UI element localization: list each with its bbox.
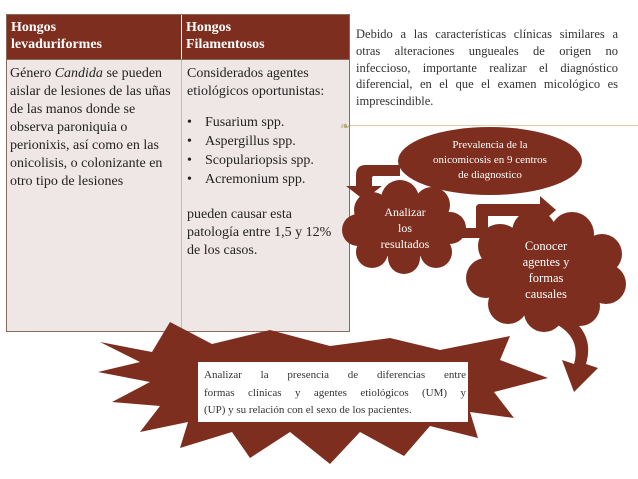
analyze-line: los: [397, 221, 412, 235]
agent-item: • Fusarium spp.: [187, 113, 346, 132]
filamentous-intro: Considerados agentes etiológicos oportunistas:: [187, 66, 325, 99]
analyze-line: resultados: [380, 237, 430, 251]
know-line: agentes y: [522, 255, 570, 269]
know-label: [496, 238, 596, 302]
prevalence-line: onicomicosis en 9 centros: [433, 154, 547, 166]
header-yeast-line1: Hongos: [11, 20, 57, 35]
goal-line: formas clínicas y agentes etiológicos (UM) y: [204, 386, 466, 399]
prevalence-label: [410, 138, 570, 183]
yeast-text-post: se pueden aislar de lesiones de las uñas de las manos donde se observa paroniquia o perionixis, así como en las onicolisis, o colonizante en otro tipo de lesiones: [10, 66, 171, 189]
filamentous-outro: pueden causar esta patología entre 1,5 y 12% de los casos.: [187, 207, 332, 258]
know-line: causales: [525, 287, 567, 301]
goal-label: [204, 367, 466, 420]
know-line: formas: [528, 271, 564, 285]
know-line: Conocer: [524, 239, 568, 253]
yeast-text-pre: Género: [10, 66, 55, 81]
diagnosis-paragraph: Debido a las características clínicas similares a otras alteraciones ungueales de origen no infeccioso, importante realizar el diagnóstico diferencial, en el que el examen micológico es imprescindible.: [356, 27, 618, 109]
agent-item: • Acremonium spp.: [187, 170, 346, 189]
goal-line: (UP) y su relación con el sexo de los pacientes.: [204, 404, 412, 416]
yeast-genus: Candida: [54, 66, 103, 81]
header-yeast-line2: levaduriformes: [11, 37, 102, 52]
analyze-label: [360, 204, 450, 252]
header-filamentous-line2: Filamentosos: [186, 37, 265, 52]
prevalence-line: de diagnostico: [458, 169, 522, 181]
agent-item: • Aspergillus spp.: [187, 132, 346, 151]
fleuron-icon: ❧: [340, 119, 351, 133]
analyze-line: Analizar: [384, 205, 426, 219]
goal-line: Analizar la presencia de diferencias entre: [204, 369, 466, 381]
agent-item: • Scopulariopsis spp.: [187, 151, 346, 170]
header-filamentous-line1: Hongos: [186, 20, 232, 35]
prevalence-line: Prevalencia de la: [452, 139, 528, 151]
